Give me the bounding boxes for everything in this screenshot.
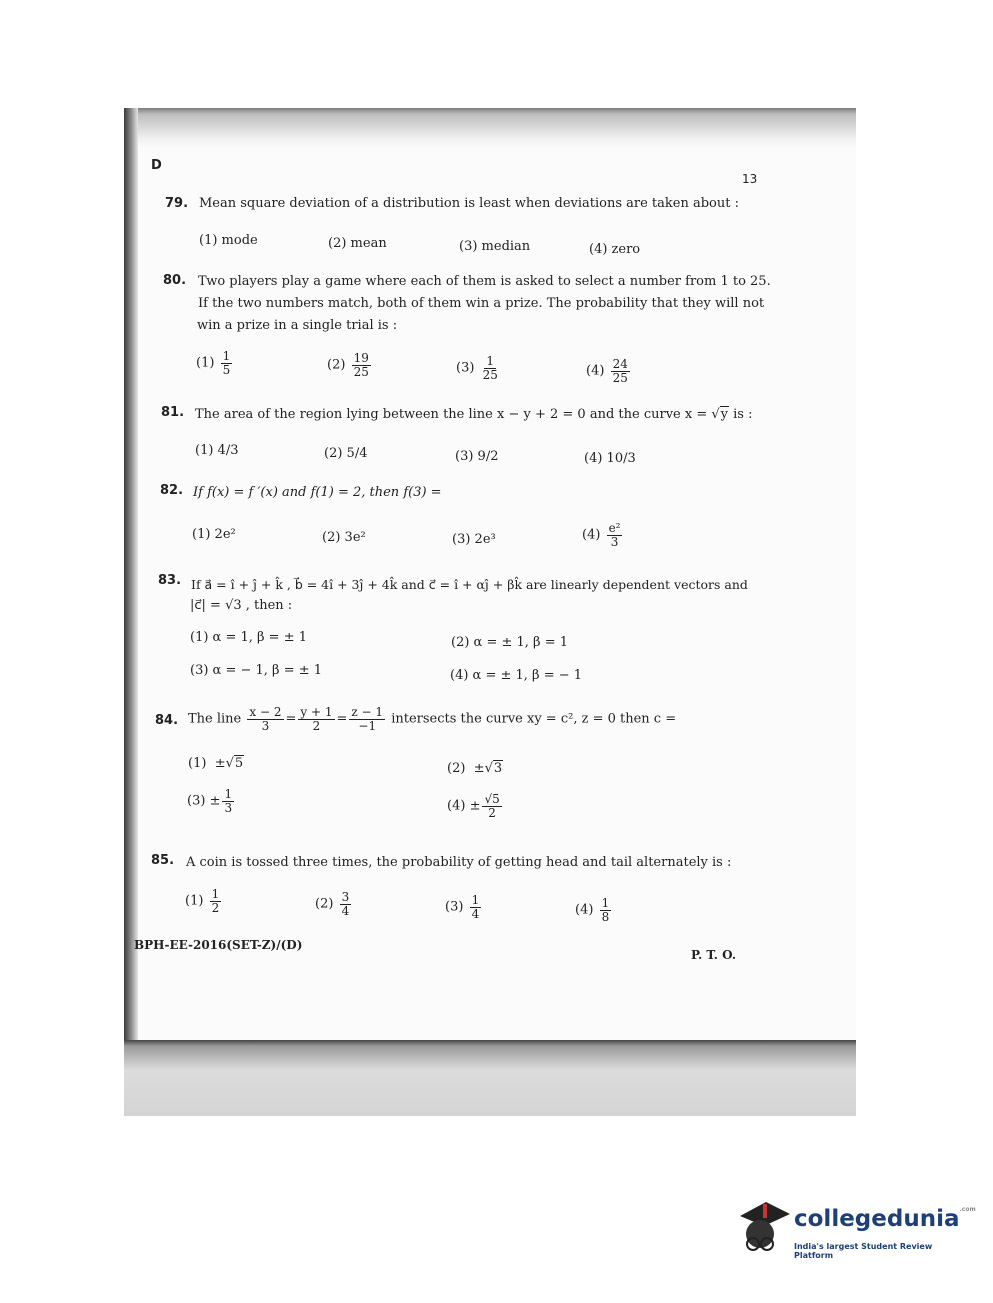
q81-option-2: (2) 5/4 [324,446,368,461]
q84-option-1: (1) ±√5 [188,756,244,771]
q83-option-4: (4) α = ± 1, β = − 1 [450,668,583,683]
q82-option-1: (1) 2e² [192,527,236,542]
scan-top-shadow [138,108,856,148]
question-84-number: 84. [155,713,179,728]
logo-tagline: India's largest Student Review Platform [794,1242,933,1260]
q79-option-3: (3) median [459,239,531,254]
q82-option-4: (4) $\frac{\text{e²}}{3}$ [582,521,621,549]
question-82-text: If f(x) = f ′(x) and f(1) = 2, then f(3) = [193,485,442,500]
q83-option-3: (3) α = − 1, β = ± 1 [190,663,323,678]
q81-option-1: (1) 4/3 [195,443,239,458]
q85-option-4: (4) $\frac{1}{8}$ [575,896,610,924]
q79-option-4: (4) zero [589,242,641,257]
q85-option-3: (3) $\frac{1}{4}$ [445,893,480,921]
q84-option-3: (3) ± $\frac{1}{3}$ [187,787,233,815]
question-83-line-2: |c⃗| = √3 , then : [190,598,293,613]
q80-option-2: (2) $\frac{19}{25}$ [327,351,369,379]
q81-option-4: (4) 10/3 [584,451,636,466]
exam-code: BPH-EE-2016(SET-Z)/(D) [134,938,303,952]
q79-option-2: (2) mean [328,236,387,251]
question-80-number: 80. [163,273,187,288]
question-79-number: 79. [165,196,189,211]
q83-option-2: (2) α = ± 1, β = 1 [451,635,568,650]
question-79-text: Mean square deviation of a distribution is least when deviations are taken about : [199,196,739,211]
q82-option-3: (3) 2e³ [452,532,496,547]
set-letter: D [151,158,162,173]
q82-option-2: (2) 3e² [322,530,366,545]
q84-option-2: (2) ±√3 [447,761,503,776]
page-number: 13 [742,172,758,186]
q80-option-3: (3) $\frac{1}{25}$ [456,354,498,382]
pto-label: P. T. O. [691,948,737,962]
q79-option-1: (1) mode [199,233,258,248]
mascot-icon [736,1198,792,1260]
question-82-number: 82. [160,483,184,498]
question-80-line-3: win a prize in a single trial is : [197,318,398,333]
q85-option-2: (2) $\frac{3}{4}$ [315,890,350,918]
q83-option-1: (1) α = 1, β = ± 1 [190,630,307,645]
question-83-line-1: If a⃗ = î + ĵ + k̂ , b⃗ = 4î + 3ĵ + 4k̂ and c⃗ = î + αĵ + βk̂ are linearly dependent vectors and [191,577,748,592]
q80-option-4: (4) $\frac{24}{25}$ [586,357,628,385]
question-80-line-1: Two players play a game where each of them is asked to select a number from 1 to 25. [198,274,771,289]
question-81-text: The area of the region lying between the line x − y + 2 = 0 and the curve x = √y is : [195,407,753,422]
q81-option-3: (3) 9/2 [455,449,499,464]
scan-left-shadow [124,108,138,1116]
question-85-text: A coin is tossed three times, the probability of getting head and tail alternately is : [186,855,732,870]
q85-option-1: (1) $\frac{1}{2}$ [185,887,220,915]
collegedunia-logo [736,1198,976,1260]
question-83-number: 83. [158,573,182,588]
q80-option-1: (1) $\frac{1}{5}$ [196,349,231,377]
logo-wordmark: collegedunia$^{.com}$ [794,1206,976,1232]
question-81-number: 81. [161,405,185,420]
question-80-line-2: If the two numbers match, both of them win a prize. The probability that they will not [198,296,765,311]
question-85-number: 85. [151,853,175,868]
question-84-text: The line $\frac{x - 2}{3}$ = $\frac{y + 1}{2}$ = $\frac{z - 1}{-1}$ intersects the curve xy = c², z = 0 then c = [188,705,677,733]
scan-bottom-shadow [124,1040,856,1116]
q84-option-4: (4) ± $\frac{√5}{2}$ [447,792,500,820]
